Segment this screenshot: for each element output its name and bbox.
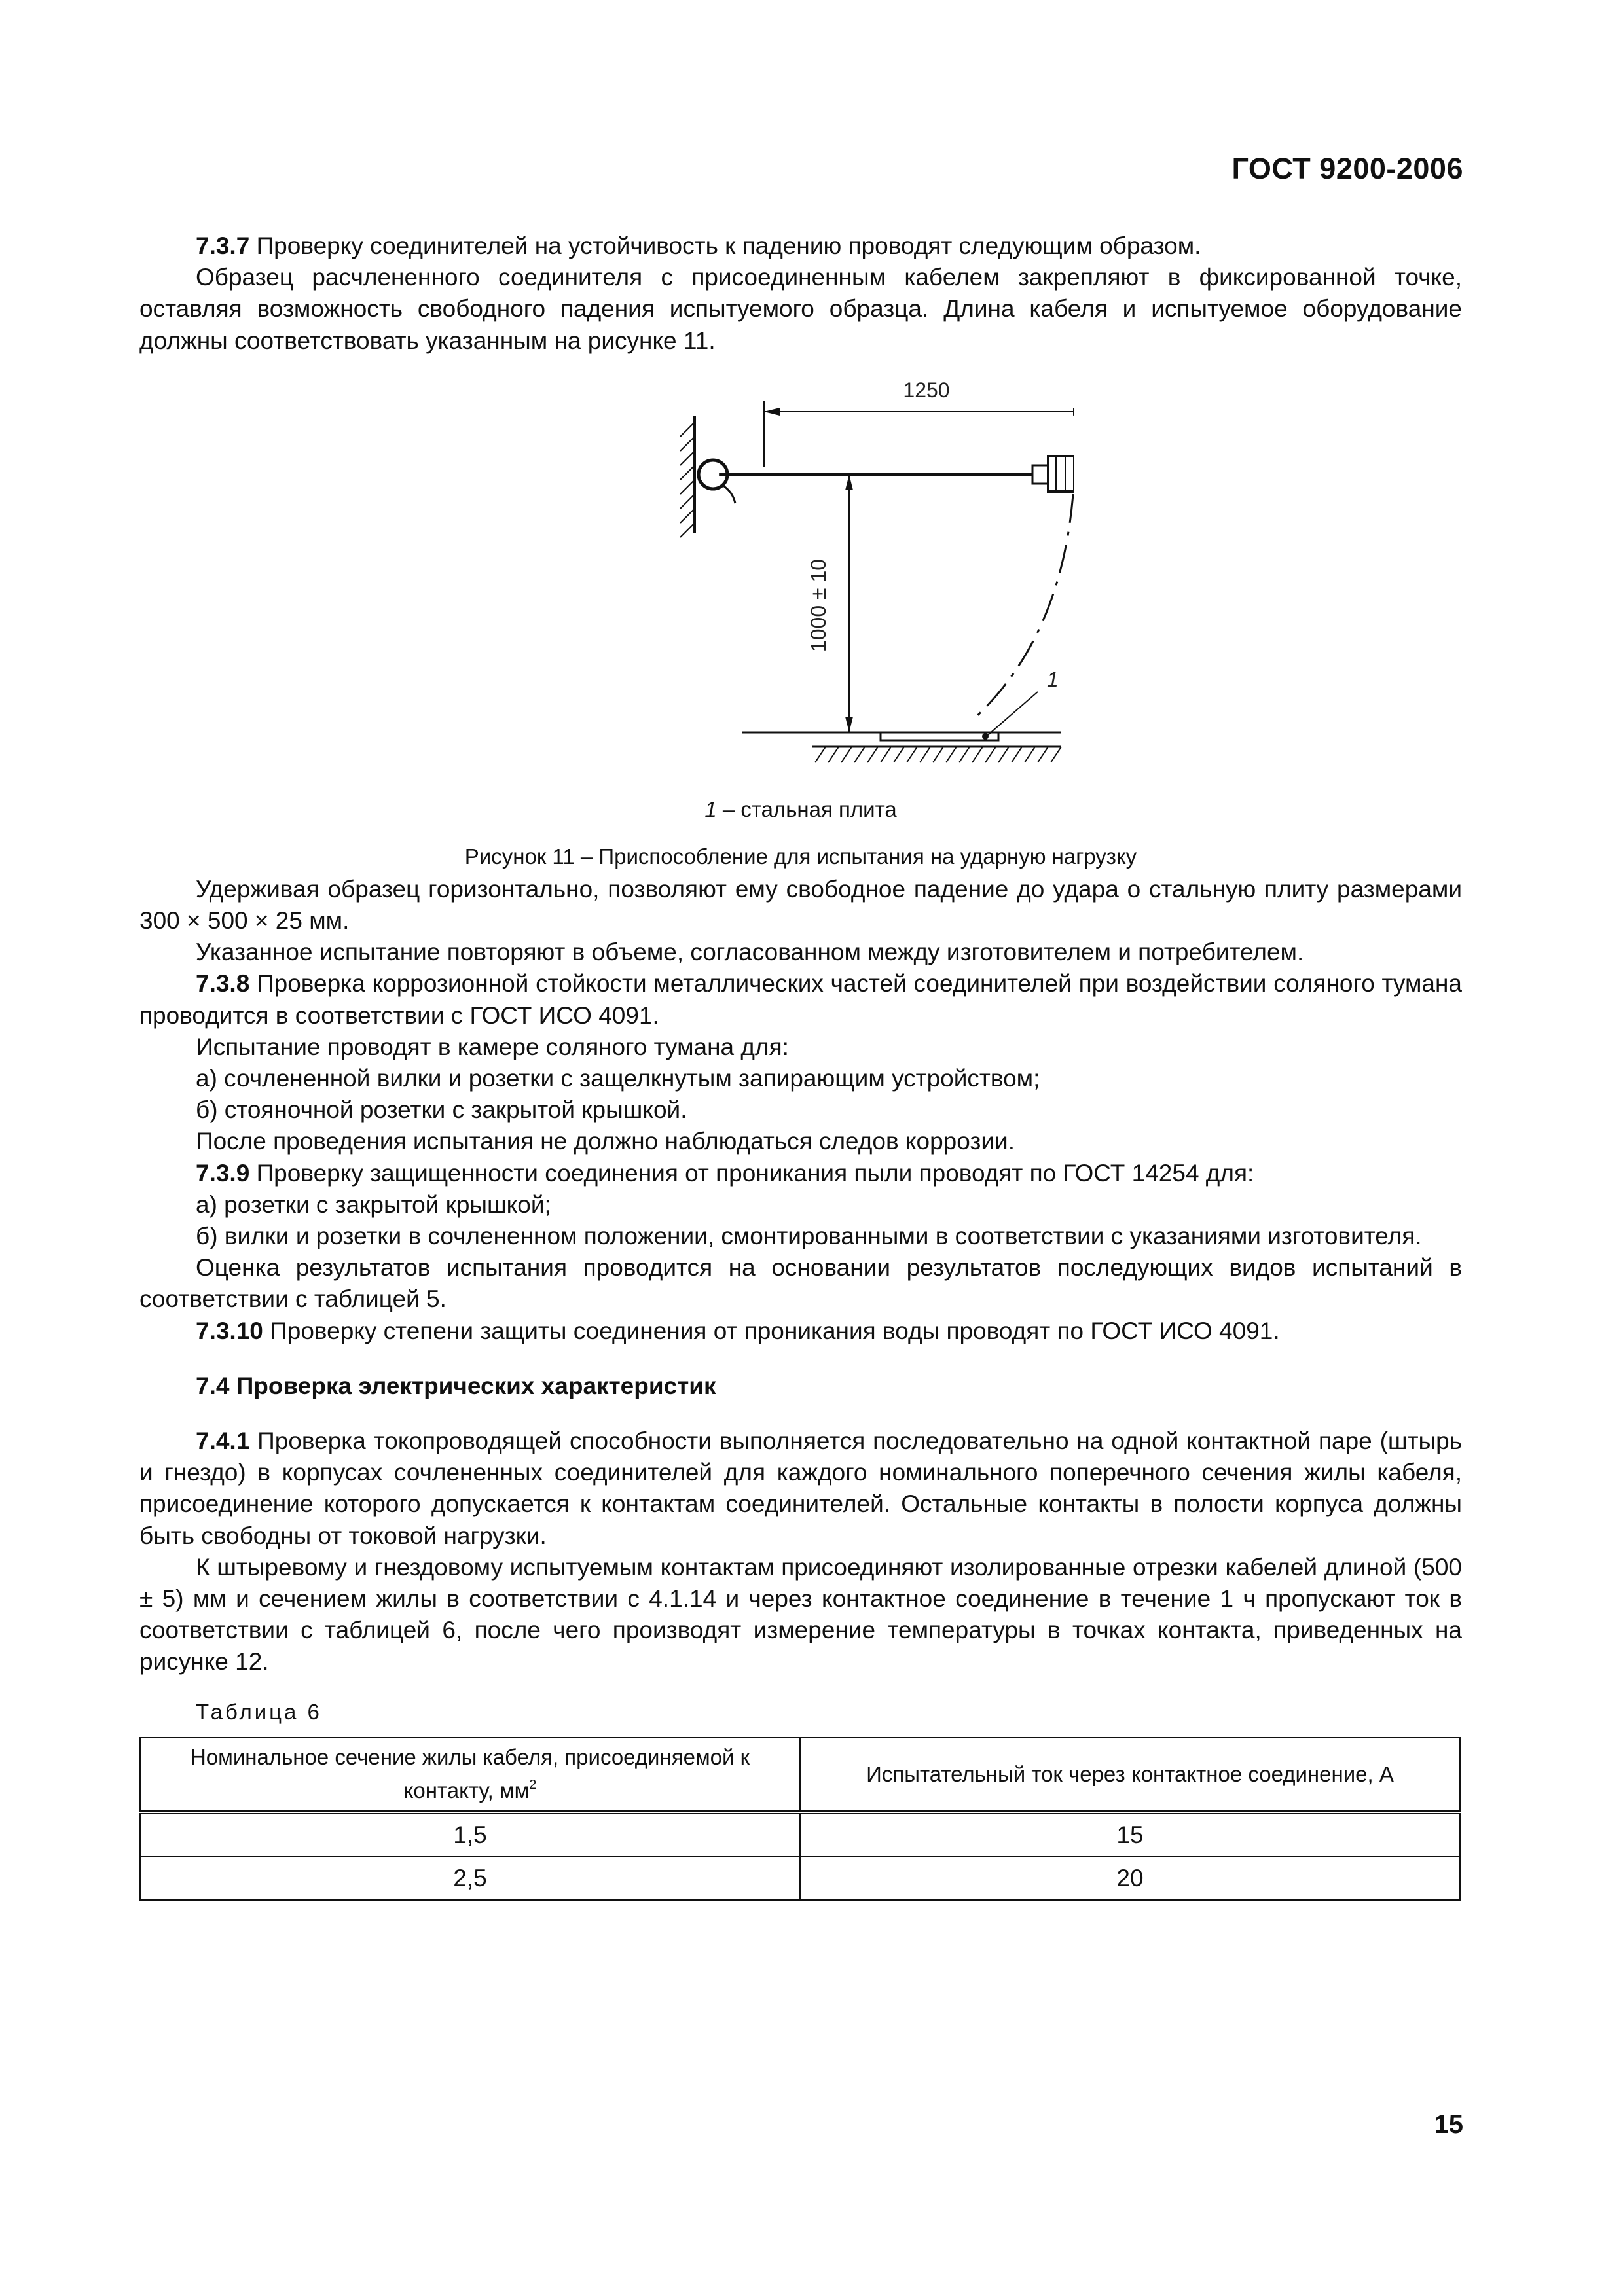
- figure-legend: [139, 794, 1462, 825]
- paragraph-text: Проверка токопроводящей способности выполняется последовательно на одной контактной паре (штырь и гнездо) в корпусах сочлененных соединителей для каждого номинального поперечного сечения жилы кабеля, присоединение которого допускается к контактам соединителей. Остальные контакты в полости корпуса должны быть свободны от токовой нагрузки.: [139, 1427, 1462, 1549]
- connector-body: [1048, 456, 1074, 492]
- paragraph-text: Проверку соединителей на устойчивость к падению проводят следующим образом.: [249, 232, 1201, 259]
- paragraph-7-3-8: [139, 968, 1462, 1031]
- legend-number: 1: [704, 797, 717, 821]
- ground-hatching: [815, 747, 1061, 762]
- paragraph-text: Проверка коррозионной стойкости металлических частей соединителей при воздействии соляного тумана проводится в соответствии с ГОСТ ИСО 4091.: [139, 970, 1462, 1029]
- table-row: [140, 1812, 1460, 1857]
- callout-label: 1: [1047, 667, 1059, 691]
- body-text: [139, 230, 1462, 1901]
- table-header-row: [140, 1738, 1460, 1812]
- paragraph: Испытание проводят в камере соляного тумана для:: [196, 1033, 789, 1060]
- figure-caption: Рисунок 11 – Приспособление для испытания на ударную нагрузку: [464, 844, 1137, 869]
- paragraph-7-3-7: [139, 230, 1462, 262]
- clause-number: 7.3.10: [196, 1317, 263, 1344]
- clause-number: 7.3.9: [196, 1159, 250, 1187]
- paragraph: После проведения испытания не должно наблюдаться следов коррозии.: [196, 1128, 1015, 1155]
- paragraph-text: Проверку степени защиты соединения от проникания воды проводят по ГОСТ ИСО 4091.: [263, 1317, 1280, 1344]
- table-header-current: Испытательный ток через контактное соединение, А: [800, 1738, 1460, 1812]
- list-item: а) сочлененной вилки и розетки с защелкнутым запирающим устройством;: [196, 1065, 1040, 1092]
- dim-label-1000: 1000 ± 10: [807, 558, 830, 652]
- legend-text: – стальная плита: [716, 797, 897, 821]
- dim-label-1250: 1250: [903, 378, 950, 402]
- clause-number: 7.4.1: [196, 1427, 250, 1455]
- table-row: [140, 1857, 1460, 1900]
- paragraph: Указанное испытание повторяют в объеме, согласованном между изготовителем и потребителем.: [196, 939, 1304, 966]
- wall-hatching: [680, 422, 695, 537]
- paragraph-text: Проверку защищенности соединения от проникания пыли проводят по ГОСТ 14254 для:: [249, 1159, 1254, 1187]
- section-heading-7-4: 7.4 Проверка электрических характеристик: [196, 1372, 716, 1399]
- paragraph: К штыревому и гнездовому испытуемым контактам присоединяют изолированные отрезки кабелей длиной (500 ± 5) мм и сечением жилы в соответствии с 4.1.14 и через контактное соединение в течение 1 ч пропускают ток в соответствии с таблицей 6, после чего производят измерение температуры в точках контакта, приведенных на рисунке 12.: [139, 1553, 1462, 1676]
- table-cell: 1,5: [140, 1812, 800, 1857]
- steel-plate: [881, 732, 998, 740]
- paragraph: Удерживая образец горизонтально, позволяют ему свободное падение до удара о стальную плиту размерами 300 × 500 × 25 мм.: [139, 875, 1462, 935]
- list-item: б) вилки и розетки в сочлененном положении, смонтированными в соответствии с указаниями изготовителя.: [196, 1223, 1422, 1250]
- clause-number: 7.3.8: [196, 970, 250, 997]
- paragraph-7-3-10: [139, 1316, 1462, 1347]
- ring-hook: [722, 485, 735, 503]
- figure-11: [139, 357, 1462, 874]
- standard-header: ГОСТ 9200-2006: [1231, 152, 1463, 185]
- page-number: 15: [1434, 2110, 1463, 2139]
- impact-test-diagram: [538, 375, 1074, 794]
- paragraph-7-4-1: [139, 1426, 1462, 1552]
- table-header-section: Номинальное сечение жилы кабеля, присоединяемой к контакту, $мм^2$: [140, 1738, 800, 1812]
- table-6: [139, 1737, 1461, 1901]
- paragraph-7-3-9: [139, 1158, 1462, 1189]
- table-title: Таблица 6: [196, 1699, 322, 1724]
- list-item: а) розетки с закрытой крышкой;: [196, 1191, 551, 1218]
- table-cell: 20: [800, 1857, 1460, 1900]
- paragraph: Оценка результатов испытания проводится на основании результатов последующих видов испытаний в соответствии с таблицей 5.: [139, 1254, 1462, 1313]
- callout-leader: [988, 692, 1038, 735]
- table-cell: 2,5: [140, 1857, 800, 1900]
- table-cell: 15: [800, 1812, 1460, 1857]
- paragraph: Образец расчлененного соединителя с присоединенным кабелем закрепляют в фиксированной точке, оставляя возможность свободного падения испытуемого образца. Длина кабеля и испытуемое оборудование должны соответствовать указанным на рисунке 11.: [139, 264, 1462, 354]
- clause-number: 7.3.7: [196, 232, 250, 259]
- connector-neck: [1032, 465, 1048, 484]
- list-item: б) стояночной розетки с закрытой крышкой.: [196, 1096, 687, 1124]
